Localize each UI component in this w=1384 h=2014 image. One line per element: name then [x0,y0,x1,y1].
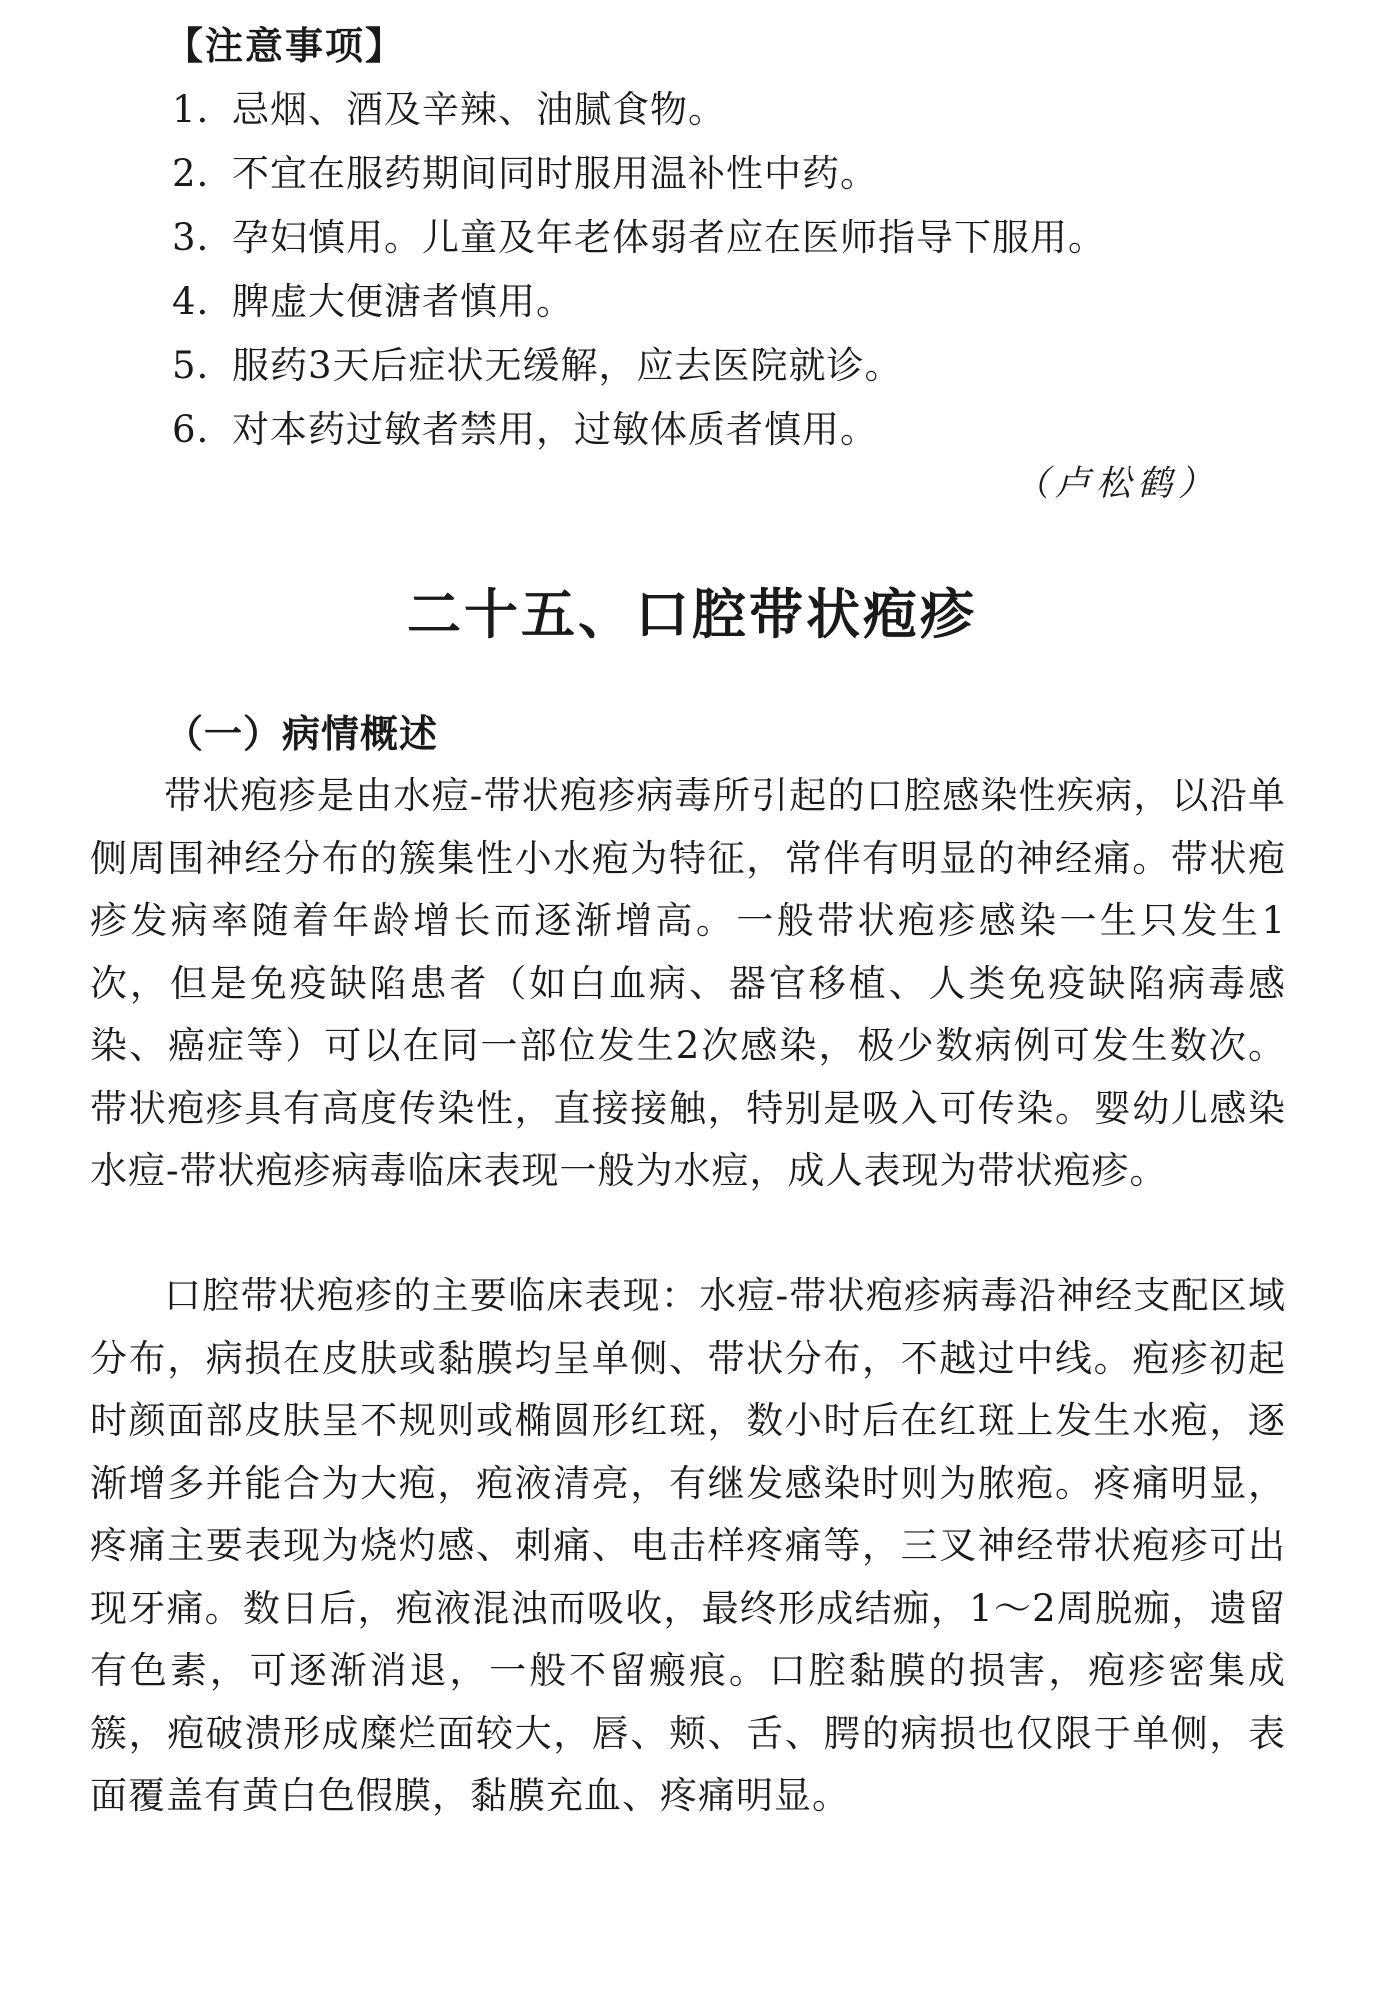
item-text: 不宜在服药期间同时服用温补性中药。 [232,152,878,195]
list-item [172,78,1106,142]
item-text: 脾虚大便溏者慎用。 [232,280,574,323]
item-number: 4. [172,280,210,323]
item-number: 1. [172,88,210,131]
list-item [172,206,1106,270]
subsection-heading: （一）病情概述 [165,712,439,756]
list-item [172,270,1106,334]
body-paragraph: 带状疱疹是由水痘-带状疱疹病毒所引起的口腔感染性疾病，以沿单侧周围神经分布的簇集性小水疱为特征，常伴有明显的神经痛。带状疱疹发病率随着年龄增长而逐渐增高。一般带状疱疹感染一生只发生1次，但是免疫缺陷患者（如白血病、器官移植、人类免疫缺陷病毒感染、癌症等）可以在同一部位发生2次感染，极少数病例可发生数次。带状疱疹具有高度传染性，直接接触，特别是吸入可传染。婴幼儿感染水痘-带状疱疹病毒临床表现一般为水痘，成人表现为带状疱疹。 [90,774,1286,1192]
item-number: 3. [172,216,210,259]
notice-list [172,78,1106,462]
item-number: 2. [172,152,210,195]
section-title: 二十五、口腔带状疱疹 [407,583,977,646]
item-text: 对本药过敏者禁用，过敏体质者慎用。 [232,408,878,451]
item-text: 服药3天后症状无缓解，应去医院就诊。 [232,344,903,387]
list-item [172,334,1106,398]
item-number: 6. [172,408,210,451]
list-item [172,142,1106,206]
item-text: 孕妇慎用。儿童及年老体弱者应在医师指导下服用。 [232,216,1106,259]
list-item [172,398,1106,462]
item-number: 5. [172,344,210,387]
body-paragraph: 口腔带状疱疹的主要临床表现：水痘-带状疱疹病毒沿神经支配区域分布，病损在皮肤或黏膜均呈单侧、带状分布，不越过中线。疱疹初起时颜面部皮肤呈不规则或椭圆形红斑，数小时后在红斑上发生水疱，逐渐增多并能合为大疱，疱液清亮，有继发感染时则为脓疱。疼痛明显，疼痛主要表现为烧灼感、刺痛、电击样疼痛等，三叉神经带状疱疹可出现牙痛。数日后，疱液混浊而吸收，最终形成结痂，1～2周脱痂，遗留有色素，可逐渐消退，一般不留瘢痕。口腔黏膜的损害，疱疹密集成簇，疱破溃形成糜烂面较大，唇、颊、舌、腭的病损也仅限于单侧，表面覆盖有黄白色假膜，黏膜充血、疼痛明显。 [90,1274,1286,1817]
author-attribution: （卢松鹤） [1013,464,1219,504]
item-text: 忌烟、酒及辛辣、油腻食物。 [232,88,726,131]
notice-heading: 【注意事项】 [165,24,406,68]
